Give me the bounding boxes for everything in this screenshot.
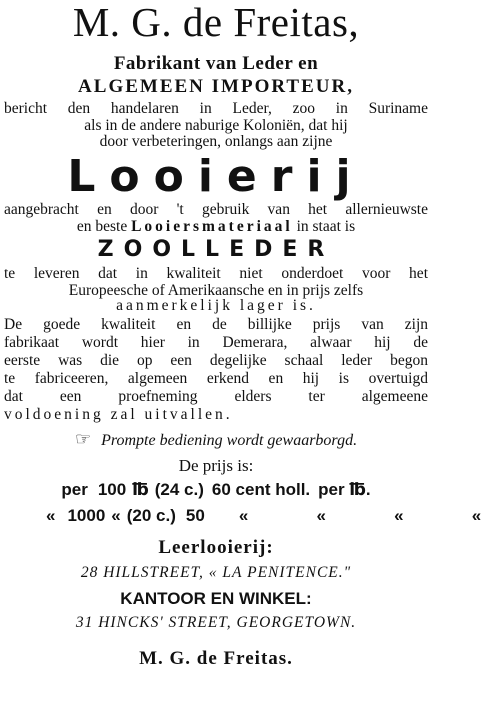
price-sub: (24 c.)	[154, 479, 204, 499]
quality-paragraph	[4, 265, 428, 314]
price-amount: 60 cent holl.	[211, 479, 311, 499]
tannery-address: 28 HILLSTREET, « LA PENITENCE."	[80, 563, 352, 581]
quality-line: aanmerkelijk lager is.	[116, 297, 316, 314]
kantoor-heading: KANTOOR EN WINKEL:	[120, 589, 312, 608]
price-prefix: «	[46, 505, 56, 525]
price-unit: «	[111, 505, 121, 525]
price-row-100	[4, 480, 428, 500]
middle-line-2	[4, 219, 428, 235]
price-per: « « « «	[238, 505, 481, 525]
middle-prefix: en beste	[76, 218, 128, 235]
price-label: De prijs is:	[178, 455, 254, 475]
prompte-line	[4, 430, 428, 449]
signature-name: M. G. de Freitas.	[139, 647, 293, 669]
paragraph-line: voldoening zal uitvallen.	[4, 405, 233, 423]
quality-line: Europeesche of Amerikaansche en in prijs zelfs	[68, 281, 364, 299]
price-row-1000	[4, 505, 481, 526]
intro-paragraph	[4, 100, 428, 149]
price-amount: 50	[185, 505, 205, 525]
price-quantity: 100	[97, 479, 127, 499]
leerlooierij-heading: Leerlooierij:	[158, 536, 274, 558]
paragraph-line: dat een proefneming elders ter algemeene	[4, 387, 428, 405]
shop-address: 31 HINCKS' STREET, GEORGETOWN.	[75, 614, 357, 631]
price-sub: (20 c.)	[126, 505, 176, 525]
pointing-hand-icon: ☞	[74, 428, 92, 449]
prompte-text: Prompte bediening wordt gewaarborgd.	[101, 431, 358, 449]
price-prefix: per	[61, 479, 88, 499]
paragraph-line: eerste was die op een degelijke schaal leder begon	[4, 351, 428, 369]
paragraph-line: fabrikaat wordt hier in Demerara, alwaar hij de	[4, 333, 428, 351]
headline-zoolleder: ZOOLLEDER	[97, 236, 335, 262]
advertiser-name: M. G. de Freitas,	[72, 0, 360, 45]
paragraph-line: te fabriceeren, algemeen erkend en hij is overtuigd	[4, 369, 428, 387]
second-paragraph	[4, 316, 428, 424]
headline-looierij: Looierij	[67, 151, 365, 202]
price-per: per ℔.	[318, 479, 371, 499]
middle-line: aangebracht en door 't gebruik van het allernieuwste	[4, 201, 428, 218]
middle-suffix: in staat is	[296, 218, 356, 235]
title-line-importeur: ALGEMEEN IMPORTEUR,	[78, 76, 354, 97]
title-line-fabrikant: Fabrikant van Leder en	[113, 53, 319, 74]
intro-line: bericht den handelaren in Leder, zoo in Suriname	[4, 100, 428, 117]
middle-paragraph	[4, 201, 428, 235]
intro-line: door verbeteringen, onlangs aan zijne	[99, 132, 333, 150]
price-quantity: 1000	[67, 505, 106, 525]
paragraph-line: De goede kwaliteit en de billijke prijs van zijn	[4, 315, 428, 333]
quality-line: te leveren dat in kwaliteit niet onderdoet voor het	[4, 264, 428, 282]
looiersmateriaal-text: Looiersmateriaal	[131, 218, 293, 235]
price-unit: ℔	[132, 479, 149, 499]
intro-line: als in de andere naburige Koloniën, dat hij	[84, 117, 348, 134]
